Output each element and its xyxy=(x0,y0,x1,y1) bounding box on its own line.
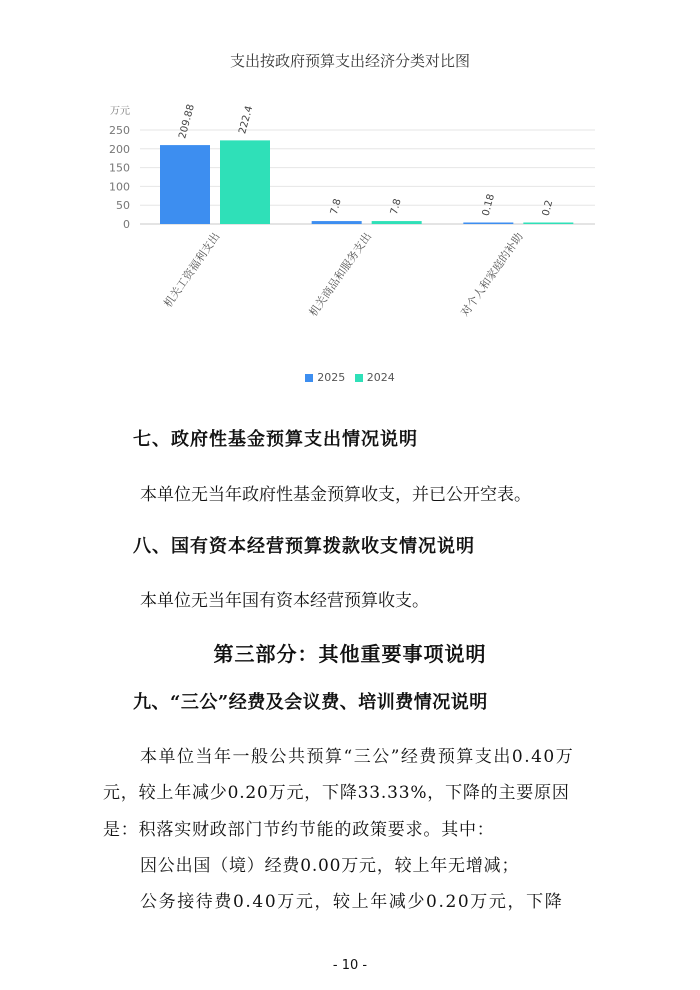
data-label: 0.2 xyxy=(540,199,556,218)
bar-2024-1 xyxy=(372,221,422,224)
section9-line-1: 本单位当年一般公共预算“三公”经费预算支出0.40万 xyxy=(140,747,575,767)
section7-body: 本单位无当年政府性基金预算收支，并已公开空表。 xyxy=(140,485,531,505)
data-label: 7.8 xyxy=(388,197,404,216)
y-tick-label: 100 xyxy=(109,180,130,194)
y-tick-label: 50 xyxy=(116,199,130,213)
y-tick-label: 200 xyxy=(109,142,130,156)
x-category-label: 机关工资福利支出 xyxy=(161,230,223,310)
chart-title: 支出按政府预算支出经济分类对比图 xyxy=(229,52,470,70)
y-tick-label: 150 xyxy=(109,161,130,175)
section9-heading: 九、“三公”经费及会议费、培训费情况说明 xyxy=(133,692,488,713)
y-axis-unit-label: 万元 xyxy=(110,106,130,117)
section9-line-4: 因公出国（境）经费0.00万元，较上年无增减； xyxy=(140,856,520,876)
y-tick-label: 0 xyxy=(123,218,130,231)
data-label: 209.88 xyxy=(177,103,197,140)
legend-swatch-2025 xyxy=(305,374,313,382)
section9-line-2: 元，较上年减少0.20万元，下降33.33%，下降的主要原因 xyxy=(103,783,570,803)
chart-legend xyxy=(0,371,700,385)
section9-line-3: 是：积落实财政部门节约节能的政策要求。其中： xyxy=(103,820,495,840)
data-label: 0.18 xyxy=(480,192,497,218)
part3-heading: 第三部分：其他重要事项说明 xyxy=(213,642,487,666)
legend-item-2024[interactable] xyxy=(355,371,395,384)
page-number: - 10 - xyxy=(332,958,368,973)
bar-2025-1 xyxy=(312,221,362,224)
legend-item-2025[interactable] xyxy=(305,371,345,384)
x-category-label: 对个人和家庭的补助 xyxy=(458,230,526,319)
section8-heading: 八、国有资本经营预算拨款收支情况说明 xyxy=(133,536,475,557)
section8-body: 本单位无当年国有资本经营预算收支。 xyxy=(140,591,429,611)
section9-line-5: 公务接待费0.40万元，较上年减少0.20万元，下降 xyxy=(140,892,564,912)
bar-chart xyxy=(0,0,700,400)
bar-2025-0 xyxy=(160,145,210,224)
data-label: 222.4 xyxy=(237,104,256,136)
y-tick-label: 250 xyxy=(109,124,130,137)
legend-label-2025: 2025 xyxy=(317,371,346,384)
bar-2024-0 xyxy=(220,140,270,224)
legend-label-2024: 2024 xyxy=(366,371,395,384)
bar-2024-2 xyxy=(523,223,573,225)
bar-chart-section xyxy=(0,0,700,400)
section7-heading: 七、政府性基金预算支出情况说明 xyxy=(133,429,418,450)
data-label: 7.8 xyxy=(328,197,344,216)
x-category-label: 机关商品和服务支出 xyxy=(306,230,375,319)
legend-swatch-2024 xyxy=(355,374,363,382)
bar-2025-2 xyxy=(463,223,513,225)
